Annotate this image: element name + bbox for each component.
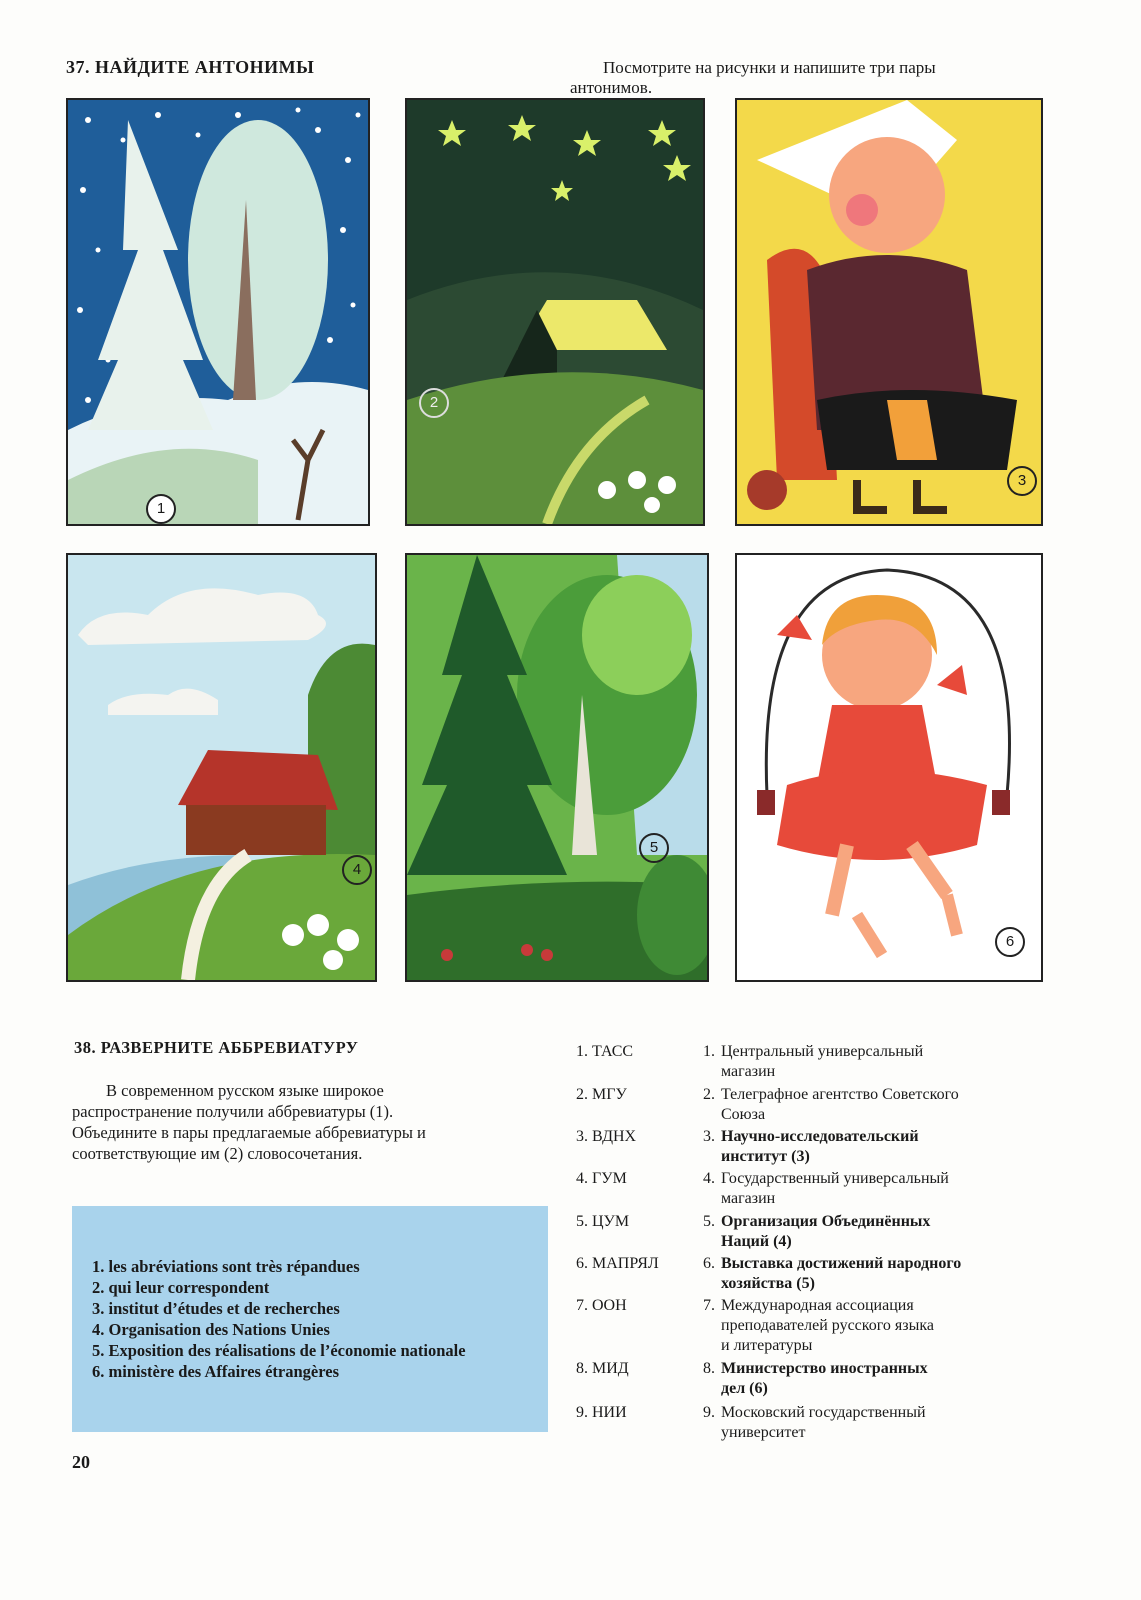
expansion-line: и литературы — [721, 1337, 813, 1354]
expansion-item — [703, 1254, 1023, 1294]
expansion-line: Телеграфное агентство Советского — [721, 1086, 959, 1103]
expansion-line: Государственный универсальный — [721, 1170, 949, 1187]
exercise-38-title: 38. РАЗВЕРНИТЕ АББРЕВИАТУРУ — [74, 1038, 359, 1057]
abbreviation-item: 6. МАПРЯЛ — [576, 1255, 659, 1272]
intro-line-1: В современном русском языке широкое — [106, 1081, 384, 1100]
expansion-line: магазин — [721, 1190, 776, 1207]
picture-summer-house — [66, 553, 377, 982]
abbreviation-item: 8. МИД — [576, 1360, 629, 1377]
french-item: 2. qui leur correspondent — [92, 1278, 270, 1297]
expansion-item — [703, 1359, 1023, 1399]
french-item: 3. institut d’études et de recherches — [92, 1299, 340, 1318]
abbreviation-item: 5. ЦУМ — [576, 1213, 630, 1230]
expansion-item — [703, 1042, 1023, 1082]
expansions-list — [703, 1042, 1033, 1452]
abbreviation-item: 7. ООН — [576, 1297, 627, 1314]
expansion-number: 2. — [703, 1086, 715, 1103]
expansion-number: 8. — [703, 1360, 715, 1377]
expansion-line: магазин — [721, 1063, 776, 1080]
expansion-item — [703, 1169, 1023, 1209]
expansion-line: преподавателей русского языка — [721, 1317, 934, 1334]
expansion-number: 5. — [703, 1213, 715, 1230]
picture-number: 4 — [342, 855, 372, 885]
expansion-item — [703, 1085, 1023, 1125]
picture-number: 6 — [995, 927, 1025, 957]
abbreviation-item: 1. ТАСС — [576, 1043, 634, 1060]
expansion-number: 7. — [703, 1297, 715, 1314]
expansion-line: хозяйства (5) — [721, 1275, 815, 1292]
french-item: 6. ministère des Affaires étrangères — [92, 1362, 339, 1381]
intro-line-3: Объедините в пары предлагаемые аббревиатуры и — [72, 1123, 426, 1142]
french-item: 1. les abréviations sont très répandues — [92, 1257, 360, 1276]
expansion-line: Союза — [721, 1106, 766, 1123]
french-vocabulary-list — [92, 1256, 466, 1382]
abbreviations-list — [576, 1042, 686, 1442]
abbreviation-item: 3. ВДНХ — [576, 1128, 637, 1145]
picture-girl-jumping — [735, 553, 1043, 982]
exercise-38-intro — [72, 1080, 512, 1164]
expansion-line: университет — [721, 1424, 806, 1441]
expansion-line: Наций (4) — [721, 1233, 792, 1250]
expansion-line: Выставка достижений народного — [721, 1255, 962, 1272]
expansion-line: дел (6) — [721, 1380, 768, 1397]
intro-line-2: распространение получили аббревиатуры (1). — [72, 1102, 394, 1121]
picture-summer-forest — [405, 553, 709, 982]
expansion-item — [703, 1127, 1023, 1167]
expansion-item — [703, 1403, 1023, 1443]
picture-number: 1 — [146, 494, 176, 524]
expansion-line: институт (3) — [721, 1148, 810, 1165]
expansion-line: Московский государственный — [721, 1404, 926, 1421]
expansion-number: 3. — [703, 1128, 715, 1145]
exercise-37-instruction-line-1: Посмотрите на рисунки и напишите три пары — [603, 58, 936, 77]
expansion-line: Министерство иностранных — [721, 1360, 928, 1377]
exercise-37-title: 37. НАЙДИТЕ АНТОНИМЫ — [66, 57, 315, 77]
french-item: 4. Organisation des Nations Unies — [92, 1320, 330, 1339]
abbreviation-item: 2. МГУ — [576, 1086, 627, 1103]
abbreviation-item: 9. НИИ — [576, 1404, 627, 1421]
picture-night — [405, 98, 705, 526]
exercise-37-instruction-line-2: антонимов. — [570, 78, 653, 97]
abbreviation-item: 4. ГУМ — [576, 1170, 627, 1187]
expansion-number: 4. — [703, 1170, 715, 1187]
expansion-line: Научно-исследовательский — [721, 1128, 919, 1145]
expansion-number: 6. — [703, 1255, 715, 1272]
expansion-line: Международная ассоциация — [721, 1297, 914, 1314]
french-item: 5. Exposition des réalisations de l’économie nationale — [92, 1341, 466, 1360]
picture-number: 2 — [419, 388, 449, 418]
picture-grandmother — [735, 98, 1043, 526]
intro-line-4: соответствующие им (2) словосочетания. — [72, 1144, 363, 1163]
french-vocabulary-box — [72, 1206, 548, 1432]
expansion-item — [703, 1296, 1023, 1356]
expansion-item — [703, 1212, 1023, 1252]
picture-number: 3 — [1007, 466, 1037, 496]
page-number: 20 — [72, 1452, 90, 1472]
picture-number: 5 — [639, 833, 669, 863]
expansion-number: 1. — [703, 1043, 715, 1060]
expansion-line: Центральный универсальный — [721, 1043, 924, 1060]
picture-winter — [66, 98, 370, 526]
expansion-number: 9. — [703, 1404, 715, 1421]
expansion-line: Организация Объединённых — [721, 1213, 931, 1230]
